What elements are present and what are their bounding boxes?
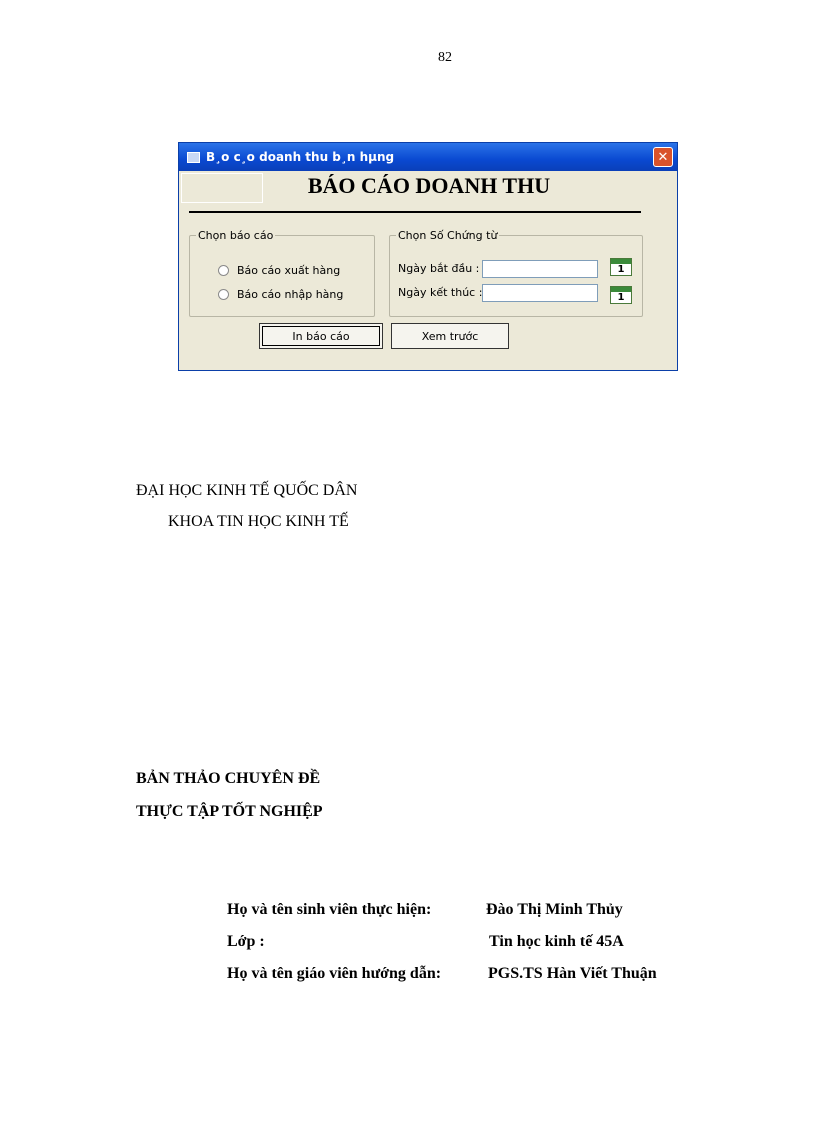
date-range-group [389,229,643,317]
radio-import-report[interactable] [218,288,343,301]
class-value: Tin học kinh tế 45A [489,933,624,950]
calendar-icon[interactable]: 1 [610,258,632,276]
advisor-label: Họ và tên giáo viên hướng dẫn: [227,965,442,982]
dialog-titlebar [179,143,677,171]
close-icon[interactable]: ✕ [653,147,673,167]
calendar-icon[interactable]: 1 [610,286,632,304]
faculty-name: KHOA TIN HỌC KINH TẾ [168,513,349,530]
radio-label: Báo cáo xuất hàng [237,264,341,277]
report-dialog [178,142,678,371]
radio-label: Báo cáo nhập hàng [237,288,344,301]
end-date-label: Ngày kết thúc : [398,286,483,299]
heading-divider [189,211,641,213]
dialog-heading: BÁO CÁO DOANH THU [307,173,551,198]
radio-button[interactable] [218,265,229,276]
student-label: Họ và tên sinh viên thực hiện: [227,901,432,918]
start-date-input[interactable] [482,260,598,278]
dialog-title: B¸o c¸o doanh thu b¸n hµng [206,150,395,164]
print-report-button[interactable]: In báo cáo [259,323,383,349]
report-type-legend: Chọn báo cáo [198,229,274,242]
report-title-line2: THỰC TẬP TỐT NGHIỆP [136,803,323,820]
date-range-legend: Chọn Số Chứng từ [398,229,498,242]
app-icon [187,152,200,163]
advisor-name: PGS.TS Hàn Viết Thuận [488,965,657,982]
report-title-line1: BẢN THẢO CHUYÊN ĐỀ [136,770,321,787]
end-date-input[interactable] [482,284,598,302]
student-name: Đào Thị Minh Thủy [486,901,623,918]
radio-button[interactable] [218,289,229,300]
radio-export-report[interactable] [218,264,340,277]
university-name: ĐẠI HỌC KINH TẾ QUỐC DÂN [136,482,358,499]
start-date-label: Ngày bắt đầu : [398,262,480,275]
report-type-group [189,229,375,317]
preview-button[interactable]: Xem trước [391,323,509,349]
class-label: Lớp : [227,933,265,950]
page-number: 82 [438,50,452,65]
